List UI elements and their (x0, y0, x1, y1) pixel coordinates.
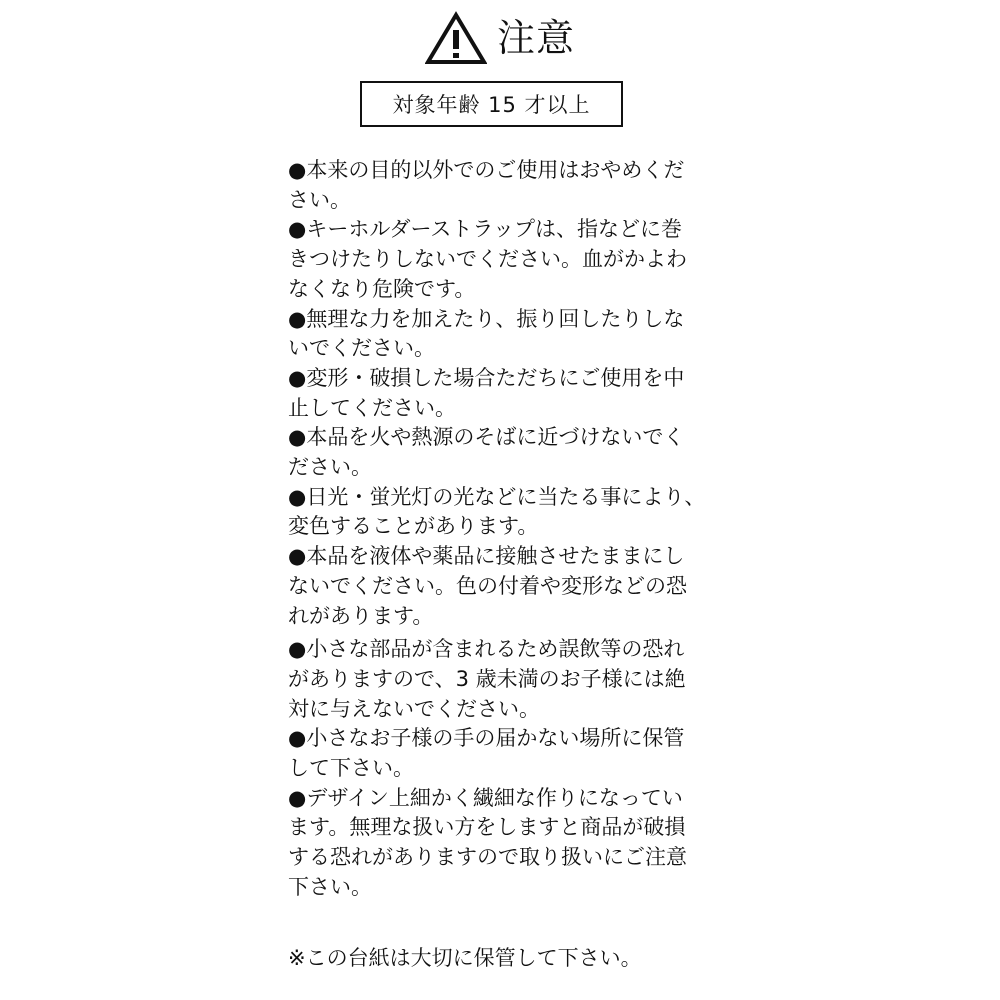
caution-list (288, 156, 708, 903)
caution-line: さい。 (288, 187, 351, 212)
caution-item (288, 483, 708, 542)
caution-line: して下さい。 (288, 756, 414, 781)
caution-line: ます。無理な扱い方をしますと商品が破損 (288, 815, 686, 840)
warning-icon (425, 11, 487, 65)
caution-line: きつけたりしないでください。血がかよわ (288, 247, 687, 272)
caution-line: れがあります。 (288, 603, 434, 628)
caution-line: ●無理な力を加えたり、振り回したりしな (288, 306, 685, 331)
caution-line: ●本品を火や熱源のそばに近づけないでく (288, 425, 685, 450)
caution-line: ●小さな部品が含まれるため誤飲等の恐れ (288, 637, 685, 662)
caution-item (288, 423, 708, 482)
caution-line: いでください。 (288, 336, 435, 361)
caution-line: ●小さなお子様の手の届かない場所に保管 (288, 726, 685, 751)
caution-line: ●キーホルダーストラップは、指などに巻 (288, 217, 683, 242)
caution-line: がありますので、3 歳未満のお子様には絶 (288, 666, 686, 691)
caution-item (288, 305, 708, 364)
header (0, 8, 1000, 68)
caution-line: ●本来の目的以外でのご使用はおやめくだ (288, 158, 685, 182)
caution-line: する恐れがありますので取り扱いにご注意 (288, 845, 687, 870)
caution-item (288, 542, 708, 631)
caution-line: ●本品を液体や薬品に接触させたままにし (288, 544, 685, 569)
caution-line: 止してください。 (288, 395, 456, 420)
caution-item (288, 156, 708, 215)
caution-item (288, 364, 708, 423)
page-title: 注意 (496, 16, 575, 60)
caution-line: 対に与えないでください。 (288, 696, 540, 721)
age-restriction-box (360, 81, 623, 127)
caution-line: ●日光・蛍光灯の光などに当たる事により、 (288, 484, 706, 509)
age-restriction-text: 対象年齢 15 才以上 (392, 93, 591, 117)
caution-line: 変色することがあります。 (288, 514, 539, 539)
caution-line: 下さい。 (288, 874, 372, 899)
caution-item (288, 215, 708, 304)
caution-line: ●デザイン上細かく繊細な作りになってい (288, 785, 683, 810)
footer-note: ※この台紙は大切に保管して下さい。 (288, 946, 642, 970)
caution-item (288, 635, 708, 724)
caution-item (288, 784, 708, 903)
caution-line: ださい。 (288, 455, 372, 480)
caution-item (288, 724, 708, 783)
caution-line: なくなり危険です。 (288, 276, 476, 301)
caution-line: ないでください。色の付着や変形などの恐 (288, 573, 687, 598)
caution-line: ●変形・破損した場合ただちにご使用を中 (288, 365, 685, 390)
